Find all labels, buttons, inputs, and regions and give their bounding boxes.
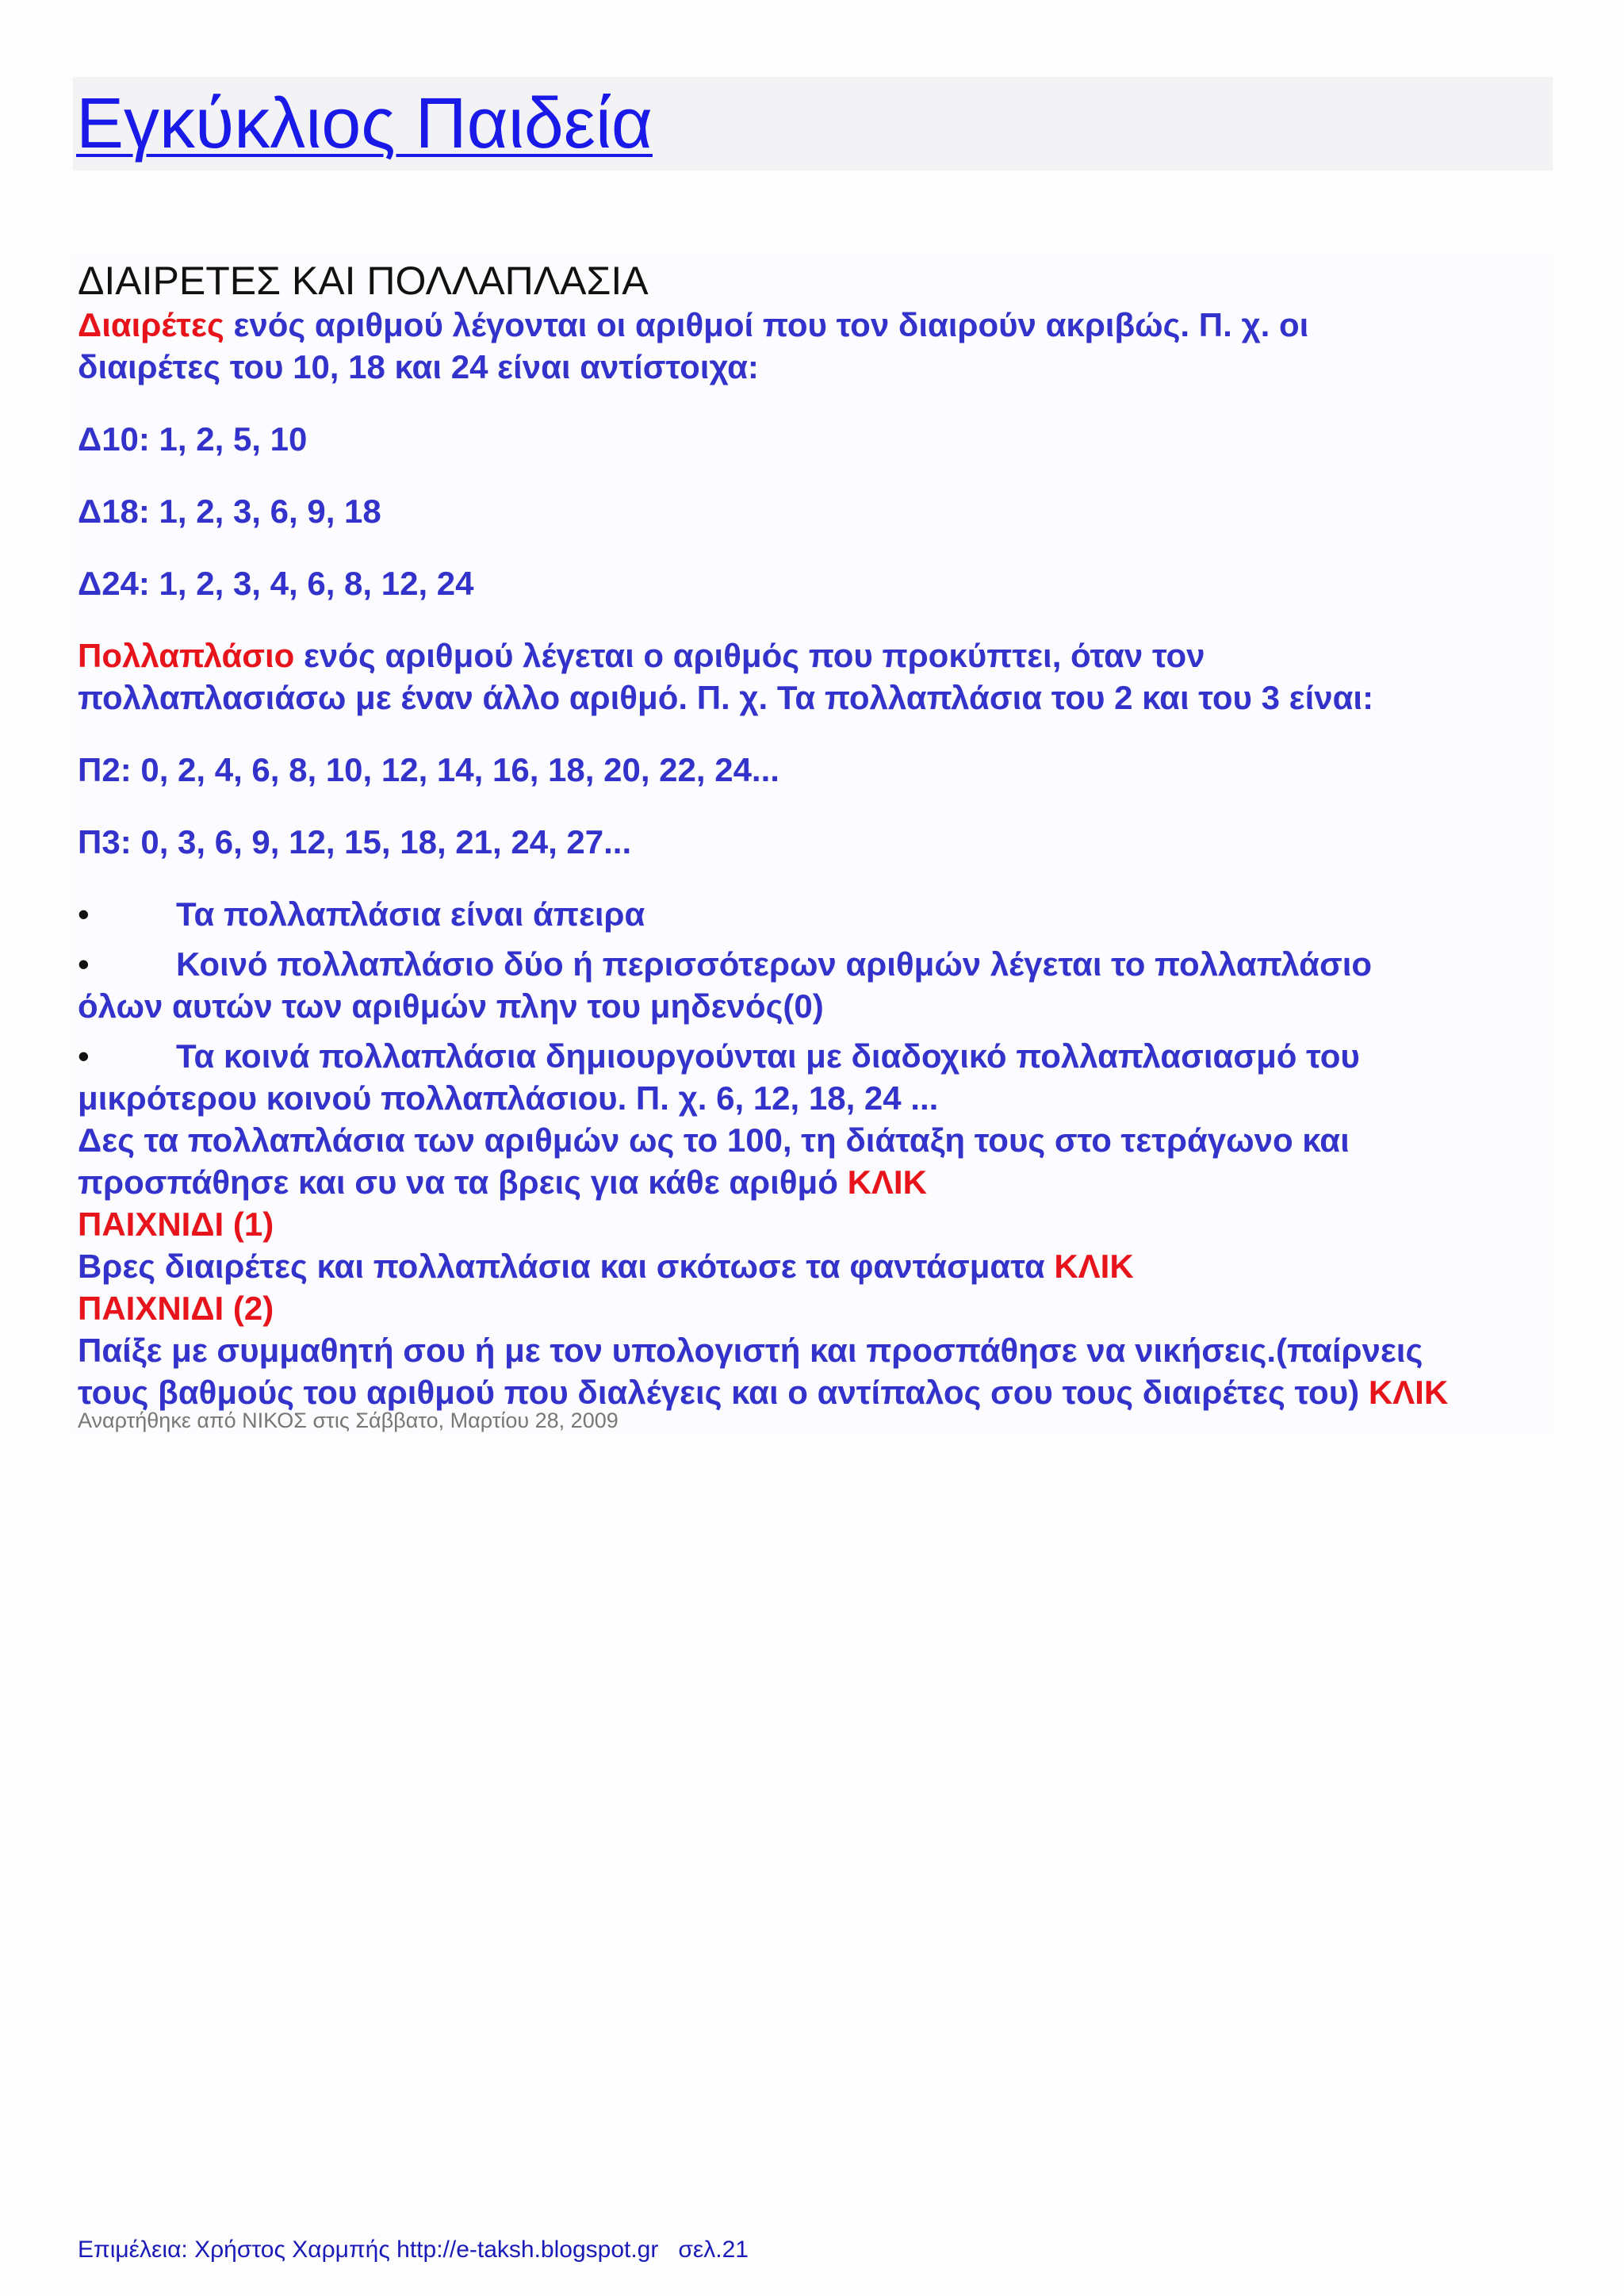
bullet-list [78,893,1561,1119]
divisor-list-18: Δ18: 1, 2, 3, 6, 9, 18 [78,493,381,530]
list-item: • Τα πολλαπλάσια είναι άπειρα [78,893,1561,935]
activity1-click-link[interactable]: ΚΛΙΚ [847,1163,927,1201]
game2-line2: τους βαθμούς του αριθμού που διαλέγεις και ο αντίπαλος σου τους διαιρέτες του) ΚΛΙΚ [78,1374,1449,1411]
page-footer [78,2237,749,2263]
bullet-icon: • [78,895,90,933]
footer-url: http://e-taksh.blogspot.gr [396,2237,659,2263]
bullet-icon: • [78,1037,90,1075]
game2-line1: Παίξε με συμμαθητή σου ή με τον υπολογιστή και προσπάθησε να νικήσεις.(παίρνεις [78,1332,1423,1369]
multiples-term: Πολλαπλάσιο [78,637,295,674]
game1-click-link[interactable]: ΚΛΙΚ [1054,1248,1134,1285]
post-date-link[interactable]: Σάββατο, Μαρτίου 28, 2009 [355,1409,619,1432]
divisor-list-24: Δ24: 1, 2, 3, 4, 6, 8, 12, 24 [78,565,474,602]
activity1-line1: Δες τα πολλαπλάσια των αριθμών ως το 100, τη διάταξη τους στο τετράγωνο και [78,1121,1350,1159]
game2-click-link[interactable]: ΚΛΙΚ [1368,1374,1449,1411]
footer-page-number: σελ.21 [678,2237,749,2263]
multiple-list-3: Π3: 0, 3, 6, 9, 12, 15, 18, 21, 24, 27... [78,823,632,861]
game1-heading: ΠΑΙΧΝΙΔΙ (1) [78,1205,274,1243]
game2-heading: ΠΑΙΧΝΙΔΙ (2) [78,1290,274,1327]
page-header [73,77,1553,171]
list-item: • Κοινό πολλαπλάσιο δύο ή περισσότερων αριθμών λέγεται το πολλαπλάσιο όλων αυτών των αριθμών πλην του μηδενός(0) [78,943,1561,1027]
multiples-definition-line2: πολλαπλασιάσω με έναν άλλο αριθμό. Π. χ. Τα πολλαπλάσια του 2 και του 3 είναι: [78,679,1374,716]
divisor-list-10: Δ10: 1, 2, 5, 10 [78,420,308,458]
bullet-icon: • [78,945,90,983]
post-title: ΔΙΑΙΡΕΤΕΣ ΚΑΙ ΠΟΛΛΑΠΛΑΣΙΑ [78,259,649,303]
list-item: • Τα κοινά πολλαπλάσια δημιουργούνται με διαδοχικό πολλαπλασιασμό του μικρότερου κοινού πολλαπλάσιου. Π. χ. 6, 12, 18, 24 ... [78,1035,1561,1119]
multiple-list-2: Π2: 0, 2, 4, 6, 8, 10, 12, 14, 16, 18, 20, 22, 24... [78,751,779,788]
footer-editor: Επιμέλεια: Χρήστος Χαρμπής [78,2237,390,2263]
divisors-definition: Διαιρέτες ενός αριθμού λέγονται οι αριθμοί που τον διαιρούν ακριβώς. Π. χ. οι [78,306,1309,343]
game1-text: Βρες διαιρέτες και πολλαπλάσια και σκότωσε τα φαντάσματα ΚΛΙΚ [78,1248,1134,1285]
multiples-definition: Πολλαπλάσιο ενός αριθμού λέγεται ο αριθμός που προκύπτει, όταν τον [78,637,1205,674]
author-link[interactable]: ΝΙΚΟΣ [242,1409,307,1432]
post-meta: Αναρτήθηκε από ΝΙΚΟΣ στις Σάββατο, Μαρτίου 28, 2009 [78,1409,619,1432]
activity1-line2: προσπάθησε και συ να τα βρεις για κάθε αριθμό ΚΛΙΚ [78,1163,927,1201]
divisors-definition-line2: διαιρέτες του 10, 18 και 24 είναι αντίστοιχα: [78,348,759,385]
post-body [78,304,1561,1413]
divisors-term: Διαιρέτες [78,306,224,343]
blog-title-link[interactable]: Εγκύκλιος Παιδεία [76,84,653,163]
